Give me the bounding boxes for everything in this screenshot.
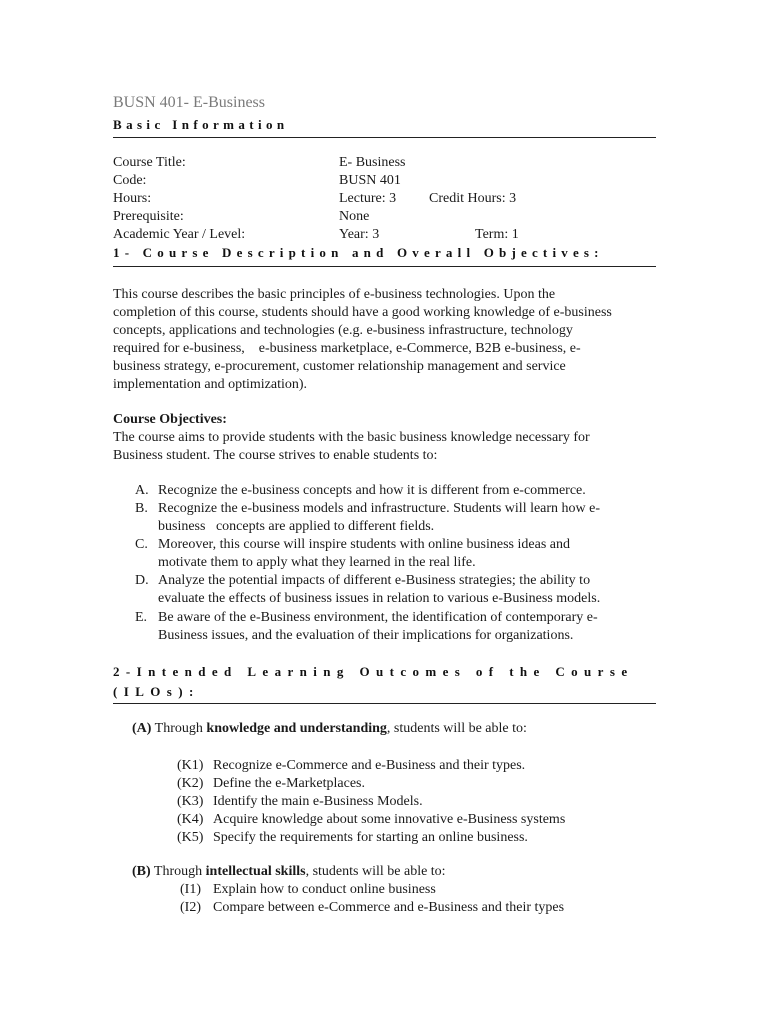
divider — [113, 137, 656, 138]
ilo-code: (K2) — [177, 776, 204, 791]
ilo-text: Specify the requirements for starting an online business. — [213, 830, 528, 845]
ilo-code: (K1) — [177, 758, 204, 773]
list-marker: C. — [135, 537, 148, 552]
description-line: This course describes the basic principles of e-business technologies. Upon the — [113, 287, 556, 302]
course-title-value: E- Business — [339, 155, 406, 170]
objective-line: motivate them to apply what they learned in the real life. — [158, 555, 476, 570]
ilo-text: Define the e-Marketplaces. — [213, 776, 365, 791]
academic-year-label: Academic Year / Level: — [113, 227, 246, 242]
objective-item — [158, 500, 658, 536]
section-1-heading: 1- Course Description and Overall Objectives: — [113, 245, 604, 260]
group-a-marker: (A) — [132, 721, 152, 736]
description-line: concepts, applications and technologies (e.g. e-business infrastructure, technology — [113, 323, 573, 338]
objective-item — [158, 572, 658, 608]
objective-line: Business issues, and the evaluation of their implications for organizations. — [158, 628, 574, 643]
basic-info-heading: Basic Information — [113, 117, 289, 132]
course-description — [113, 286, 658, 394]
ilo-code: (I1) — [180, 882, 201, 897]
list-marker: D. — [135, 573, 149, 588]
hours-label: Hours: — [113, 191, 152, 206]
group-a-intro — [132, 720, 527, 738]
prerequisite-label: Prerequisite: — [113, 209, 184, 224]
objective-line: Analyze the potential impacts of different e-Business strategies; the ability to — [158, 573, 591, 588]
intro-line: The course aims to provide students with the basic business knowledge necessary for — [113, 430, 590, 445]
objective-line: Be aware of the e-Business environment, the identification of contemporary e- — [158, 610, 598, 625]
objective-line: Recognize the e-business models and infrastructure. Students will learn how e- — [158, 501, 601, 516]
code-value: BUSN 401 — [339, 173, 401, 188]
year-value: Year: 3 — [339, 227, 380, 242]
list-marker: E. — [135, 610, 148, 625]
objective-item — [158, 482, 658, 500]
group-b-pre: Through — [150, 864, 206, 879]
objective-item — [158, 609, 658, 645]
ilo-code: (K5) — [177, 830, 204, 845]
description-line: implementation and optimization). — [113, 377, 308, 392]
group-b-marker: (B) — [132, 864, 151, 879]
list-marker: A. — [135, 483, 149, 498]
code-label: Code: — [113, 173, 147, 188]
divider — [113, 266, 656, 267]
objectives-intro — [113, 429, 658, 465]
page-title: BUSN 401- E-Business — [113, 94, 266, 111]
ilo-text: Compare between e-Commerce and e-Business and their types — [213, 900, 565, 915]
course-title-label: Course Title: — [113, 155, 186, 170]
ilo-text: Acquire knowledge about some innovative e-Business systems — [213, 812, 566, 827]
ilo-code: (I2) — [180, 900, 201, 915]
ilo-code: (K4) — [177, 812, 204, 827]
objective-line: business concepts are applied to different fields. — [158, 519, 435, 534]
description-line: completion of this course, students should have a good working knowledge of e-business — [113, 305, 612, 320]
objective-line: Moreover, this course will inspire students with online business ideas and — [158, 537, 570, 552]
group-b-bold: intellectual skills — [205, 864, 306, 879]
description-line: required for e-business, e-business marketplace, e-Commerce, B2B e-business, e- — [113, 341, 581, 356]
objective-item — [158, 536, 658, 572]
list-marker: B. — [135, 501, 148, 516]
ilo-code: (K3) — [177, 794, 204, 809]
intro-line: Business student. The course strives to enable students to: — [113, 448, 438, 463]
prerequisite-value: None — [339, 209, 370, 224]
objectives-heading: Course Objectives: — [113, 412, 227, 427]
credit-hours-value: Credit Hours: 3 — [429, 191, 517, 206]
section-2-heading: 2-Intended Learning Outcomes of the Course — [113, 664, 634, 679]
description-line: business strategy, e-procurement, customer relationship management and service — [113, 359, 566, 374]
group-a-bold: knowledge and understanding — [206, 721, 387, 736]
group-a-post: , students will be able to: — [386, 721, 527, 736]
term-value: Term: 1 — [475, 227, 519, 242]
group-b-post: , students will be able to: — [305, 864, 446, 879]
ilo-text: Explain how to conduct online business — [213, 882, 436, 897]
group-b-intro — [132, 863, 446, 881]
divider — [113, 703, 656, 704]
ilo-text: Identify the main e-Business Models. — [213, 794, 423, 809]
objective-line: Recognize the e-business concepts and how it is different from e-commerce. — [158, 483, 586, 498]
group-a-pre: Through — [151, 721, 207, 736]
lecture-hours-value: Lecture: 3 — [339, 191, 397, 206]
section-2-heading-cont: (ILOs): — [113, 684, 200, 699]
objective-line: evaluate the effects of business issues in relation to various e-Business models. — [158, 591, 601, 606]
ilo-text: Recognize e-Commerce and e-Business and their types. — [213, 758, 526, 773]
